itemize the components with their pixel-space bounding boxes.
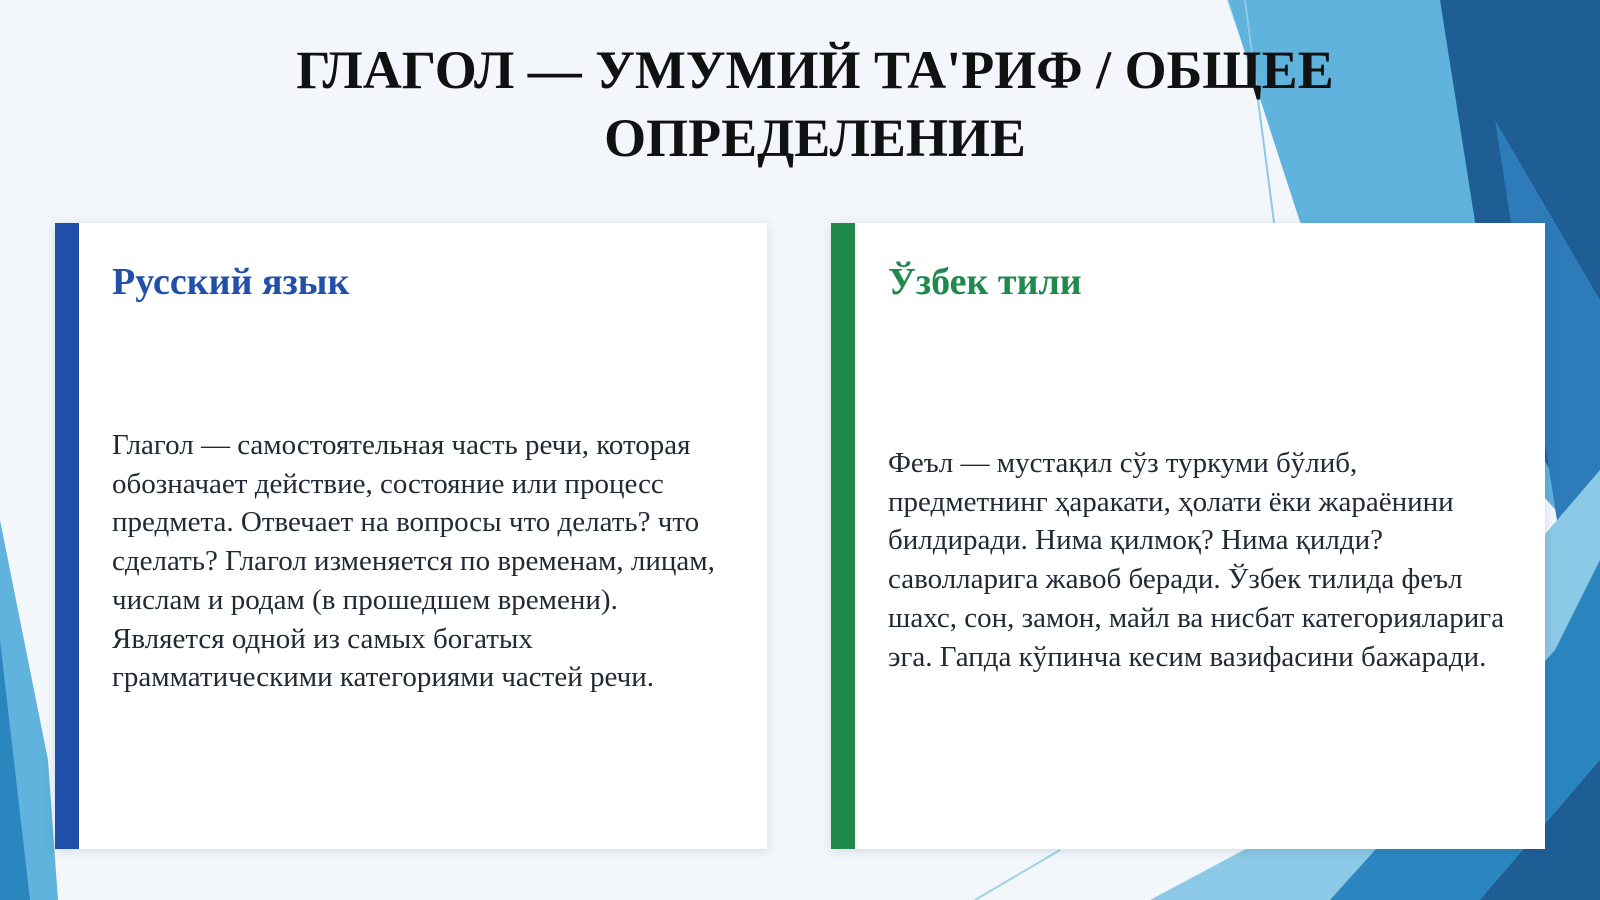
card-russian <box>55 223 767 849</box>
slide-title: ГЛАГОЛ — УМУМИЙ ТА'РИФ / ОБЩЕЕ ОПРЕДЕЛЕНИЕ <box>296 40 1334 168</box>
card-uzbek <box>831 223 1545 849</box>
card-uzbek-heading: Ўзбек тили <box>888 261 1082 303</box>
card-russian-accent-bar <box>55 223 79 849</box>
card-uzbek-body: Феъл — мустақил сўз туркуми бўлиб, предметнинг ҳаракати, ҳолати ёки жараёнини билдиради. Нима қилмоқ? Нима қилди? саволларига жавоб беради. Ўзбек тилида феъл шахс, сон, замон, майл ва нисбат категорияларига эга. Гапда кўпинча кесим вазифасини бажаради. <box>888 447 1505 673</box>
card-uzbek-accent-bar <box>831 223 855 849</box>
card-russian-heading: Русский язык <box>112 261 350 303</box>
card-russian-body: Глагол — самостоятельная часть речи, которая обозначает действие, состояние или процесс предмета. Отвечает на вопросы что делать? что сделать? Глагол изменяется по временам, лицам, числам и родам (в прошедшем времени). Является одной из самых богатых грамматическими категориями частей речи. <box>112 429 715 694</box>
